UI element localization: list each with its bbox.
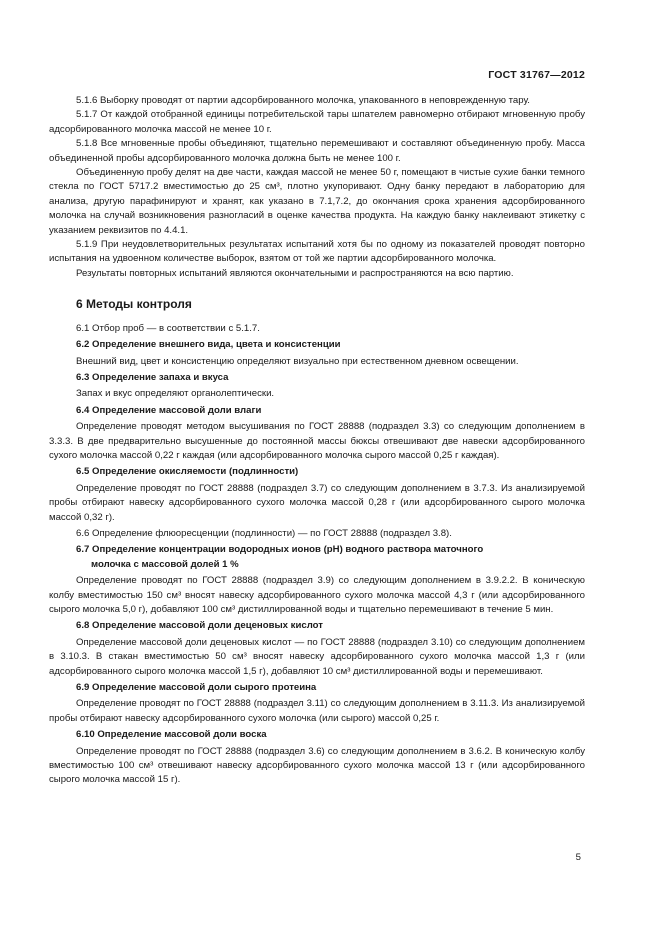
paragraph-6-6: 6.6 Определение флюоресценции (подлинности) — по ГОСТ 28888 (подраздел 3.8).	[76, 527, 452, 539]
subheading-6-10: 6.10 Определение массовой доли воска	[76, 729, 267, 741]
subheading-6-3: 6.3 Определение запаха и вкуса	[76, 371, 229, 383]
page-header-standard-number: ГОСТ 31767—2012	[488, 69, 585, 81]
subheading-6-2: 6.2 Определение внешнего вида, цвета и консистенции	[76, 339, 341, 351]
page-body	[49, 94, 585, 788]
paragraph-5-1-7: 5.1.7 От каждой отобранной единицы потребительской тары шпателем равномерно отбирают мгновенную пробу адсорбированного молочка массой не менее 10 г.	[49, 109, 585, 135]
subheading-6-4: 6.4 Определение массовой доли влаги	[76, 404, 262, 416]
paragraph-5-1-8: 5.1.8 Все мгновенные пробы объединяют, тщательно перемешивают и составляют объединенную пробу. Масса объединенной пробы адсорбированного молочка должна быть не менее 100 г.	[49, 138, 585, 164]
paragraph-6-4: Определение проводят методом высушивания по ГОСТ 28888 (подраздел 3.3) со следующим дополнением в 3.3.3. В две предварительно высушенные до постоянной массы бюксы отвешивают две навески адсорбированного сухого молочка массой 0,22 г каждая (или адсорбированного молочка сырого массой 0,25 г каждая).	[49, 421, 585, 461]
paragraph-repeat-results: Результаты повторных испытаний являются окончательными и распространяются на всю партию.	[76, 267, 514, 279]
subheading-6-8: 6.8 Определение массовой доли децeновых кислот	[76, 620, 324, 632]
subheading-6-9: 6.9 Определение массовой доли сырого протеина	[76, 682, 317, 694]
paragraph-6-3: Запах и вкус определяют органолептически.	[76, 388, 275, 400]
paragraph-6-7: Определение проводят по ГОСТ 28888 (подраздел 3.9) со следующим дополнением в 3.9.2.2. В коническую колбу вместимостью 150 см³ вносят навеску адсорбированного сухого молочка массой 4,3 г (или адсорбированного сырого молочка 5,0 г), добавляют 100 см³ дистиллированной воды и тщательно перемешивают в течение 5 мин.	[49, 575, 585, 615]
paragraph-6-9: Определение проводят по ГОСТ 28888 (подраздел 3.11) со следующим дополнением в 3.11.3. Из анализируемой пробы отбирают навеску адсорбированного сухого молочка (или сырого) массой 0,25 г.	[49, 698, 585, 724]
page-number: 5	[575, 852, 581, 863]
paragraph-6-2: Внешний вид, цвет и консистенцию определяют визуально при естественном дневном освещении.	[76, 355, 519, 367]
paragraph-6-1: 6.1 Отбор проб — в соответствии с 5.1.7.	[76, 322, 260, 334]
paragraph-6-5: Определение проводят по ГОСТ 28888 (подраздел 3.7) со следующим дополнением в 3.7.3. Из анализируемой пробы отбирают навеску адсорбированного сухого молочка массой 0,28 г (или адсорбированного сырого молочка массой 0,32 г).	[49, 482, 585, 523]
subheading-6-7-line1: 6.7 Определение концентрации водородных ионов (pH) водного раствора маточного	[76, 544, 484, 556]
paragraph-5-1-9: 5.1.9 При неудовлетворительных результатах испытаний хотя бы по одному из показателей проводят повторно испытания на удвоенном количестве выборок, взятом от той же партии адсорбированного молочка.	[49, 239, 585, 265]
subheading-6-5: 6.5 Определение окисляемости (подлинности)	[76, 466, 299, 478]
paragraph-6-10: Определение проводят по ГОСТ 28888 (подраздел 3.6) со следующим дополнением в 3.6.2. В коническую колбу вместимостью 100 см³ отвешивают навеску адсорбированного сухого молочка массой 13 г (или адсорбированного сырого молочка массой 15 г).	[49, 745, 585, 786]
paragraph-sample-division: Объединенную пробу делят на две части, каждая массой не менее 50 г, помещают в чистые сухие банки темного стекла по ГОСТ 5717.2 вместимостью до 25 см³, плотно укупоривают. Одну банку передают в лабораторию для анализа, другую парафинируют и хранят, как указано в 7.1,7.2, до окончания срока хранения адсорбированного молочка на случай возникновения разногласий в оценке качества продукта. На каждую банку наклеивают этикетку с указанием реквизитов по 4.4.1.	[49, 167, 585, 236]
subheading-6-7-line2: молочка с массовой долей 1 %	[91, 558, 239, 570]
paragraph-5-1-6: 5.1.6 Выборку проводят от партии адсорбированного молочка, упакованного в неповрежденную тару.	[76, 95, 530, 106]
paragraph-6-8: Определение массовой доли децeновых кислот — по ГОСТ 28888 (подраздел 3.10) со следующим дополнением в 3.10.3. В стакан вместимостью 50 см³ вносят навеску адсорбированного сухого молочка массой 1,3 г (или адсорбированного сырого молочка массой 1,5 г), добавляют 10 см³ дистиллированной воды и перемешивают.	[49, 636, 585, 677]
subheading-6-7	[49, 543, 585, 572]
section-heading-6: 6 Методы контроля	[76, 297, 192, 312]
